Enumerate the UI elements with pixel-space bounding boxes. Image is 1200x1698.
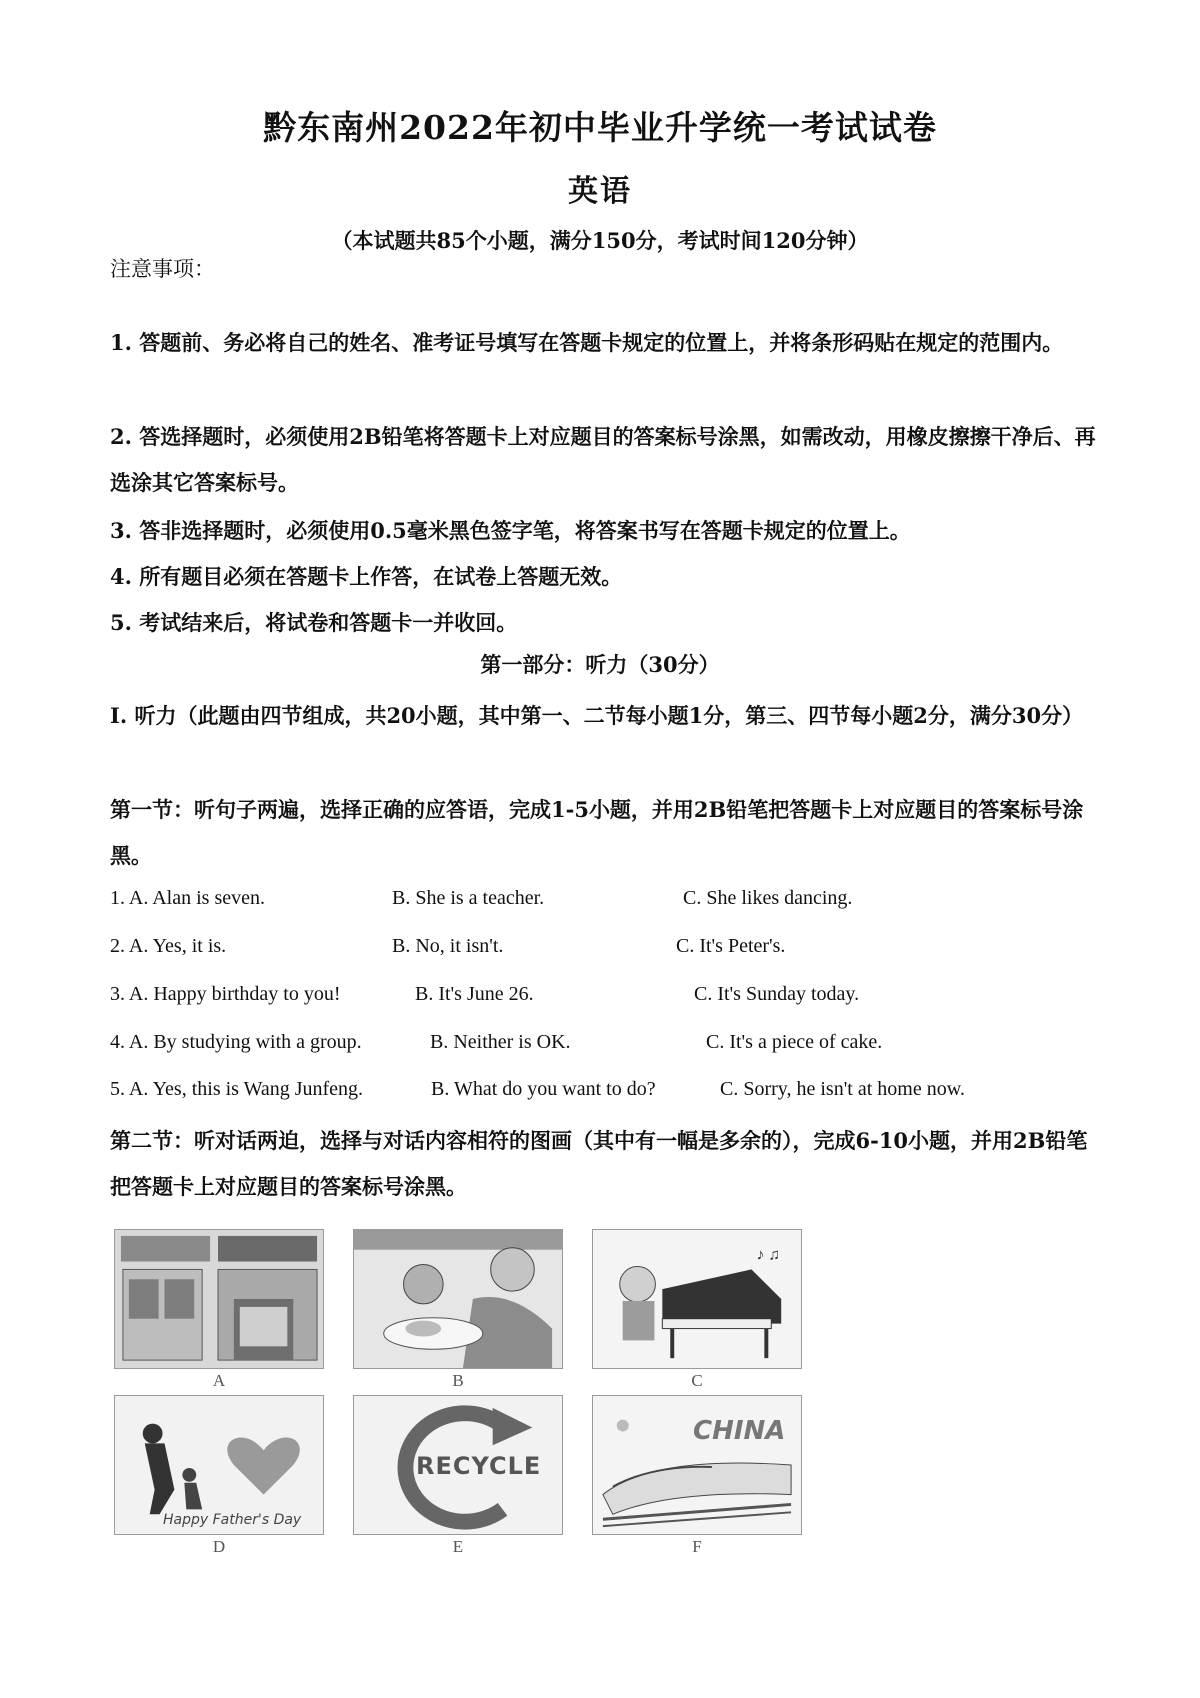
notice-heading: 注意事项： <box>110 257 215 281</box>
q4-option-c: C. It's a piece of cake. <box>706 1031 883 1053</box>
question-1 <box>110 887 1110 917</box>
picture-f-caption: CHINA <box>693 1416 786 1446</box>
picture-label-e: E <box>452 1537 464 1556</box>
section-i-instructions: Ⅰ. 听力（此题由四节组成，共20小题，其中第一、二节每小题1分，第三、四节每小题2分，满分30分） <box>110 703 1084 728</box>
exam-title: 黔东南州2022年初中毕业升学统一考试试卷 <box>263 108 937 147</box>
notice-item-3: 3. 答非选择题时，必须使用0.5毫米黑色签字笔，将答案书写在答题卡规定的位置上。 <box>110 518 911 543</box>
q3-option-c: C. It's Sunday today. <box>694 983 860 1005</box>
q3-option-a: 3. A. Happy birthday to you! <box>110 983 341 1005</box>
picture-c-piano <box>592 1229 802 1369</box>
part1-heading: 第一部分：听力（30分） <box>480 652 720 677</box>
question-3 <box>110 983 1110 1013</box>
exam-subject: 英语 <box>568 174 632 209</box>
svg-text:♪ ♫: ♪ ♫ <box>756 1246 781 1264</box>
picture-d-fathers-day <box>114 1395 324 1535</box>
picture-e-recycle <box>353 1395 563 1535</box>
q2-option-c: C. It's Peter's. <box>676 935 786 957</box>
picture-b-family-meal <box>353 1229 563 1369</box>
q5-option-c: C. Sorry, he isn't at home now. <box>720 1078 965 1100</box>
picture-label-d: D <box>212 1537 226 1556</box>
question-4 <box>110 1031 1110 1061</box>
picture-e-caption: RECYCLE <box>416 1452 542 1480</box>
picture-label-a: A <box>212 1371 226 1390</box>
picture-a-storefront <box>114 1229 324 1369</box>
q1-option-b: B. She is a teacher. <box>392 887 545 909</box>
q3-option-b: B. It's June 26. <box>415 983 534 1005</box>
q4-option-b: B. Neither is OK. <box>430 1031 571 1053</box>
exam-info: （本试题共85个小题，满分150分，考试时间120分钟） <box>331 228 869 253</box>
question-5 <box>110 1078 1110 1108</box>
picture-label-f: F <box>692 1537 702 1556</box>
q1-option-a: 1. A. Alan is seven. <box>110 887 265 909</box>
picture-label-c: C <box>691 1371 703 1390</box>
notice-item-5: 5. 考试结来后，将试卷和答题卡一并收回。 <box>110 610 518 635</box>
section-2-instructions: 第二节：听对话两迫，选择与对话内容相符的图画（其中有一幅是多余的），完成6-10小题，并用2B铅笔把答题卡上对应题目的答案标号涂黑。 <box>110 1128 1088 1199</box>
notice-item-1: 1. 答题前、务必将自己的姓名、准考证号填写在答题卡规定的位置上，并将条形码贴在规定的范围内。 <box>110 330 1064 355</box>
picture-d-caption: Happy Father's Day <box>163 1512 302 1528</box>
notice-item-4: 4. 所有题目必须在答题卡上作答，在试卷上答题无效。 <box>110 564 623 589</box>
picture-f-china-train <box>592 1395 802 1535</box>
q1-option-c: C. She likes dancing. <box>683 887 853 909</box>
notice-item-2: 2. 答选择题时，必须使用2B铅笔将答题卡上对应题目的答案标号涂黑，如需改动，用橡皮擦擦干净后、再选涂其它答案标号。 <box>110 424 1096 495</box>
question-2 <box>110 935 1110 965</box>
section-1-instructions: 第一节：听句子两遍，选择正确的应答语，完成1-5小题，并用2B铅笔把答题卡上对应题目的答案标号涂黑。 <box>110 797 1084 868</box>
q5-option-a: 5. A. Yes, this is Wang Junfeng. <box>110 1078 364 1100</box>
picture-label-b: B <box>452 1371 464 1390</box>
q5-option-b: B. What do you want to do? <box>431 1078 656 1100</box>
q2-option-b: B. No, it isn't. <box>392 935 504 957</box>
q4-option-a: 4. A. By studying with a group. <box>110 1031 362 1053</box>
q2-option-a: 2. A. Yes, it is. <box>110 935 227 957</box>
